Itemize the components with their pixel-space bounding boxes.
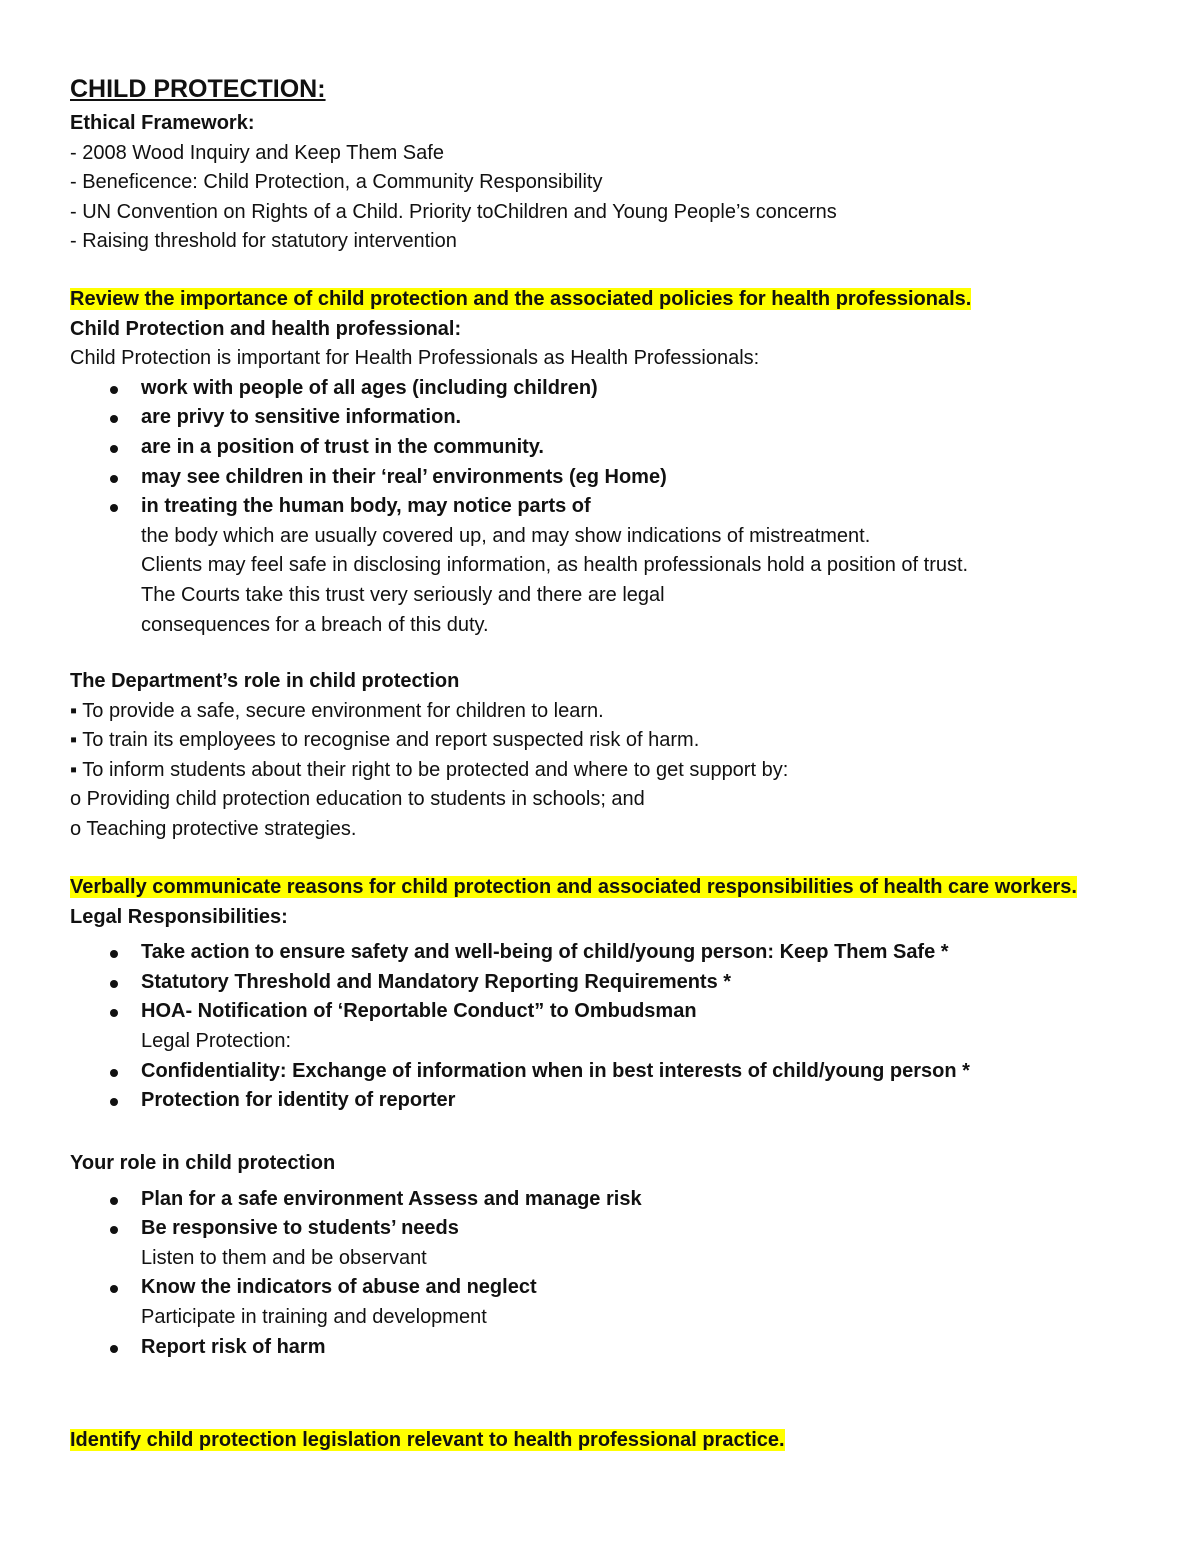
list-item: - 2008 Wood Inquiry and Keep Them Safe [70, 141, 444, 164]
section-heading: Child Protection and health professional: [70, 317, 462, 340]
bullet-item: may see children in their ‘real’ environments (eg Home) [70, 463, 971, 493]
bullet-item: Confidentiality: Exchange of information when in best interests of child/young person * [70, 1057, 1077, 1087]
bullet-item: work with people of all ages (including children) [70, 374, 971, 404]
list-item: - Beneficence: Child Protection, a Community Responsibility [70, 171, 603, 194]
list-item: ▪ To inform students about their right to be protected and where to get support by: [70, 758, 789, 781]
bullet-continuation: Clients may feel safe in disclosing information, as health professionals hold a position of trust. [141, 554, 969, 577]
bullet-continuation: Listen to them and be observant [141, 1246, 427, 1269]
list-item: ▪ To train its employees to recognise and report suspected risk of harm. [70, 729, 700, 752]
bullet-continuation: Participate in training and development [141, 1305, 487, 1328]
legal-responsibilities-section [70, 873, 1077, 1116]
list-item: - UN Convention on Rights of a Child. Priority toChildren and Young People’s concerns [70, 200, 837, 223]
bullet-item: are privy to sensitive information. [70, 403, 971, 433]
section-heading: Legal Responsibilities: [70, 905, 288, 928]
legislation-section [70, 1426, 785, 1456]
your-role-section [70, 1149, 642, 1362]
bullet-list [70, 374, 971, 522]
ethical-framework-section [70, 109, 837, 257]
bullet-item: Report risk of harm [70, 1333, 642, 1363]
bullet-item: Know the indicators of abuse and neglect [70, 1273, 642, 1303]
section-intro: Child Protection is important for Health Professionals as Health Professionals: [70, 347, 760, 370]
list-item: o Providing child protection education to students in schools; and [70, 788, 645, 811]
bullet-list [70, 938, 1077, 1116]
page-title: CHILD PROTECTION: [70, 75, 326, 103]
bullet-item: are in a position of trust in the community. [70, 433, 971, 463]
bullet-item: in treating the human body, may notice parts of [70, 492, 971, 522]
bullet-continuation: consequences for a breach of this duty. [141, 613, 489, 636]
section-heading: Your role in child protection [70, 1152, 336, 1174]
list-item: o Teaching protective strategies. [70, 817, 357, 840]
list-item: - Raising threshold for statutory intervention [70, 230, 457, 253]
list-item: ▪ To provide a safe, secure environment for children to learn. [70, 699, 604, 722]
bullet-item: Be responsive to students’ needs [70, 1214, 642, 1244]
bullet-continuation: the body which are usually covered up, and may show indications of mistreatment. [141, 524, 871, 547]
bullet-continuation: Legal Protection: [141, 1029, 292, 1052]
bullet-list [70, 1185, 642, 1363]
highlighted-objective: Verbally communicate reasons for child protection and associated responsibilities of health care workers. [70, 876, 1077, 898]
bullet-item: Plan for a safe environment Assess and manage risk [70, 1185, 642, 1215]
bullet-continuation: The Courts take this trust very seriously and there are legal [141, 583, 665, 606]
health-professional-section [70, 285, 971, 640]
bullet-item: HOA- Notification of ‘Reportable Conduct” to Ombudsman [70, 997, 1077, 1027]
highlighted-objective: Review the importance of child protection and the associated policies for health professionals. [70, 288, 972, 310]
bullet-item: Take action to ensure safety and well-being of child/young person: Keep Them Safe * [70, 938, 1077, 968]
bullet-item: Protection for identity of reporter [70, 1086, 1077, 1116]
bullet-item: Statutory Threshold and Mandatory Reporting Requirements * [70, 968, 1077, 998]
highlighted-objective: Identify child protection legislation relevant to health professional practice. [70, 1429, 785, 1451]
department-role-section [70, 667, 788, 845]
section-heading: The Department’s role in child protection [70, 670, 460, 692]
ethical-framework-heading: Ethical Framework: [70, 112, 255, 134]
